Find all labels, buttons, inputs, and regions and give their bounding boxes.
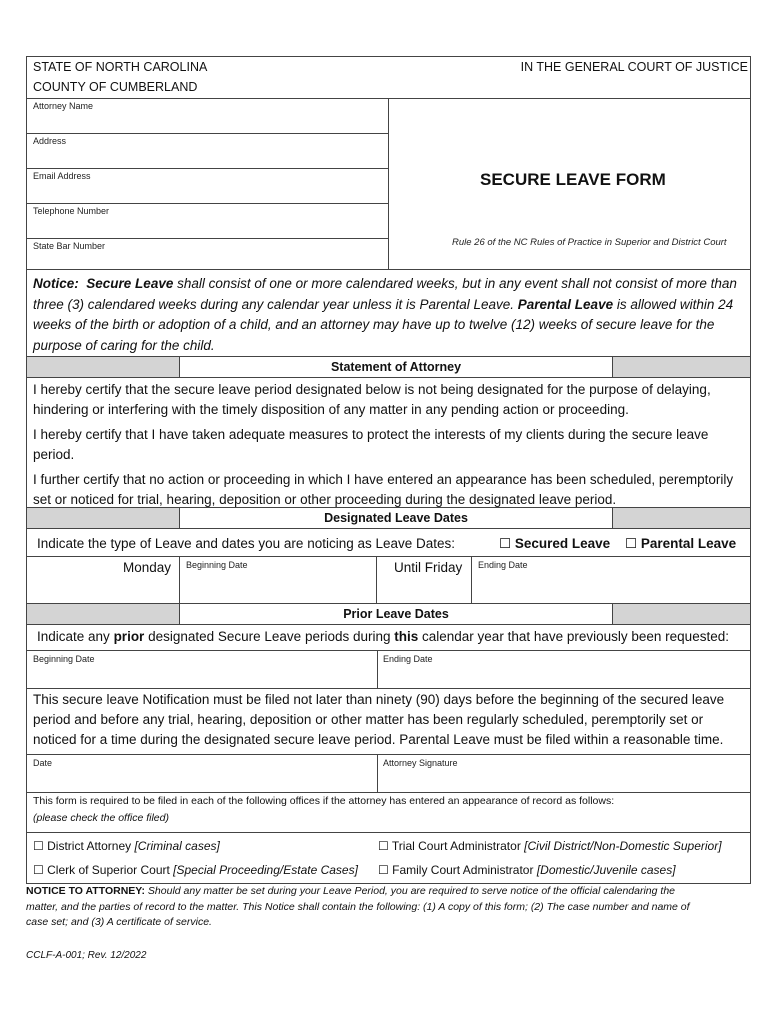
statement-paragraph-3: I further certify that no action or proceeding in which I have entered an appearance has been scheduled, peremptorily set or noticed for trial, hearing, deposition or other proceeding during the designated leave period.	[33, 472, 734, 507]
prior-end-label: Ending Date	[383, 654, 433, 664]
until-friday-label: Until Friday	[394, 560, 463, 575]
family-court-admin-checkbox[interactable]	[378, 863, 676, 877]
notice-text-2: is allowed within 24 weeks of the birth or adoption of a child, and an attorney may have up to twelve (12) weeks of secure leave for the purpose of caring for the child.	[33, 296, 734, 353]
prior-instr-b: prior	[113, 629, 145, 644]
prior-instruction	[37, 629, 729, 644]
statement-heading: Statement of Attorney	[330, 360, 462, 374]
court-heading: IN THE GENERAL COURT OF JUSTICE	[520, 60, 748, 74]
email-label: Email Address	[33, 171, 91, 181]
secured-leave-checkbox[interactable]	[499, 536, 610, 552]
prior-instr-a: Indicate any	[37, 629, 114, 644]
address-label: Address	[33, 136, 67, 146]
state-heading: STATE OF NORTH CAROLINA	[33, 60, 208, 74]
address-field[interactable]	[27, 146, 387, 167]
clerk-superior-court-note: [Special Proceeding/Estate Cases]	[173, 863, 358, 877]
parental-leave-label: Parental Leave	[640, 536, 737, 551]
checkbox-icon: ☐	[378, 863, 389, 877]
statement-paragraph-2: I hereby certify that I have taken adequate measures to protect the interests of my clients during the secure leave period.	[33, 427, 709, 462]
signature-field[interactable]	[378, 768, 750, 791]
secure-leave-notice	[33, 274, 745, 356]
county-heading: COUNTY OF CUMBERLAND	[33, 80, 198, 94]
notice-text-1: shall consist of one or more calendared weeks, but in any event shall not consist of more than three (3) calendared weeks during any calendar year unless it is Parental Leave.	[33, 276, 737, 312]
notice-to-attorney	[26, 884, 706, 931]
prior-heading: Prior Leave Dates	[343, 607, 449, 621]
district-attorney-note: [Criminal cases]	[134, 839, 220, 853]
filing-notice: This secure leave Notification must be filed not later than ninety (90) days before the beginning of the secured leave period and before any trial, hearing, deposition or other matter has been regularly scheduled, peremptorily set or noticed for a time during the designated secure leave period. Parental Leave must be filed within a reasonable time.	[33, 692, 725, 747]
attorney-name-label: Attorney Name	[33, 101, 94, 111]
prior-instr-e: calendar year that have previously been requested:	[418, 629, 729, 644]
checkbox-icon: ☐	[378, 839, 389, 853]
designated-heading: Designated Leave Dates	[324, 511, 468, 525]
prior-instr-d: this	[394, 629, 419, 644]
checkbox-icon: ☐	[499, 536, 512, 551]
designated-begin-label: Beginning Date	[186, 560, 248, 570]
parental-leave-checkbox[interactable]	[625, 536, 736, 552]
form-code: CCLF-A-001; Rev. 12/2022	[26, 950, 147, 961]
date-label: Date	[33, 758, 53, 768]
notice-term-parental: Parental Leave	[517, 296, 614, 312]
attorney-name-field[interactable]	[27, 111, 387, 132]
rule-reference: Rule 26 of the NC Rules of Practice in Superior and District Court	[452, 237, 727, 248]
district-attorney-checkbox[interactable]	[33, 839, 220, 853]
designated-instruction: Indicate the type of Leave and dates you are noticing as Leave Dates:	[37, 536, 456, 551]
designated-end-field[interactable]	[472, 570, 750, 602]
clerk-superior-court-checkbox[interactable]	[33, 863, 358, 877]
offices-note: (please check the office filed)	[33, 812, 169, 824]
date-field[interactable]	[27, 768, 376, 791]
checkbox-icon: ☐	[33, 839, 44, 853]
family-court-admin-note: [Domestic/Juvenile cases]	[536, 863, 676, 877]
phone-field[interactable]	[27, 216, 387, 237]
prior-begin-field[interactable]	[27, 664, 376, 687]
prior-end-field[interactable]	[378, 664, 750, 687]
form-title: SECURE LEAVE FORM	[480, 170, 666, 189]
signature-label: Attorney Signature	[383, 758, 458, 768]
prior-begin-label: Beginning Date	[33, 654, 95, 664]
trial-court-admin-checkbox[interactable]	[378, 839, 722, 853]
phone-label: Telephone Number	[33, 206, 110, 216]
monday-label: Monday	[122, 560, 171, 575]
notice-term-secure: Secure Leave	[86, 276, 174, 291]
notice-to-attorney-label: NOTICE TO ATTORNEY:	[26, 885, 146, 897]
trial-court-admin-label: Trial Court Administrator	[391, 839, 525, 853]
bar-number-label: State Bar Number	[33, 241, 106, 251]
bar-number-field[interactable]	[120, 239, 387, 268]
clerk-superior-court-label: Clerk of Superior Court	[47, 863, 174, 877]
checkbox-icon: ☐	[33, 863, 44, 877]
designated-end-label: Ending Date	[478, 560, 528, 570]
trial-court-admin-note: [Civil District/Non-Domestic Superior]	[524, 839, 722, 853]
designated-begin-field[interactable]	[180, 570, 375, 602]
secured-leave-label: Secured Leave	[514, 536, 611, 551]
email-field[interactable]	[27, 181, 387, 202]
family-court-admin-label: Family Court Administrator	[392, 863, 537, 877]
checkbox-icon: ☐	[625, 536, 638, 551]
offices-intro: This form is required to be filed in each of the following offices if the attorney has entered an appearance of record as follows:	[33, 795, 615, 807]
district-attorney-label: District Attorney	[47, 839, 135, 853]
notice-to-attorney-text: Should any matter be set during your Leave Period, you are required to serve notice of the official calendaring the matter, and the parties of record to the matter. This Notice shall contain the following: (1) A copy of this form; (2) The case number and name of case set; and (3) A certificate of service.	[26, 885, 690, 928]
prior-instr-c: designated Secure Leave periods during	[144, 629, 395, 644]
statement-paragraph-1: I hereby certify that the secure leave period designated below is not being designated for the purpose of delaying, hindering or interfering with the timely disposition of any matter in any pending action or proceeding.	[33, 382, 711, 417]
notice-label: Notice:	[33, 276, 79, 291]
